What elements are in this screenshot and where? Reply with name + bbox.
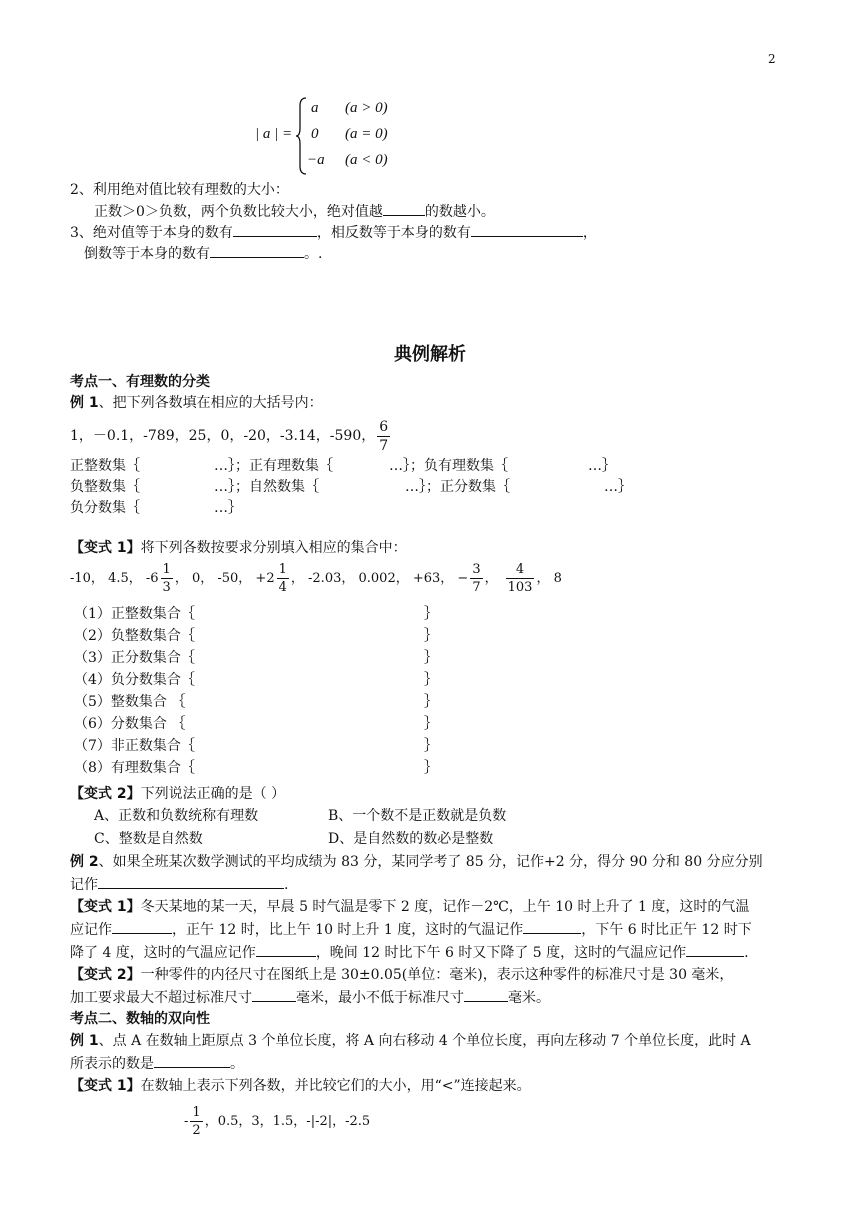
set-label: （6）分数集合 ｛ bbox=[74, 716, 186, 732]
set-close: …｝ bbox=[604, 479, 632, 495]
intro-item-3 bbox=[70, 222, 597, 243]
page-number: 2 bbox=[768, 52, 776, 66]
minus-sign: - bbox=[184, 1114, 189, 1129]
kp1-ex2-var1-text: 冬天某地的某一天，早晨 5 时气温是零下 2 度，记作－2℃，上午 10 时上升了 1 度，这时的气温 bbox=[140, 899, 750, 915]
sets-row-1 bbox=[70, 456, 616, 476]
kp1-ex2-var2-text: 一种零件的内径尺寸在图纸上是 30±0.05(单位：毫米)，表示这种零件的标准尺寸是 30 毫米， bbox=[140, 967, 734, 983]
set-label: （8）有理数集合｛ bbox=[74, 760, 195, 776]
list-item bbox=[74, 648, 474, 670]
abs-row1-cond: (a > 0) bbox=[345, 100, 388, 116]
fraction bbox=[470, 563, 482, 594]
text-segment: 所表示的数是 bbox=[70, 1056, 154, 1072]
fraction bbox=[190, 1106, 202, 1137]
set-close: ｝ bbox=[424, 606, 438, 622]
fraction bbox=[277, 563, 289, 594]
list-item bbox=[74, 758, 474, 780]
intro-item-2-detail bbox=[94, 201, 495, 222]
kp2-ex1-line2 bbox=[70, 1053, 244, 1074]
intro-item-3-b: ，相反数等于本身的数有 bbox=[316, 225, 471, 241]
option-b[interactable]: B、一个数不是正数就是负数 bbox=[328, 808, 507, 824]
kp1-var1-text: 将下列各数按要求分别填入相应的集合中： bbox=[140, 540, 407, 556]
answer-blank[interactable] bbox=[154, 1053, 230, 1068]
fraction-numerator: 1 bbox=[278, 562, 287, 577]
sets-row-3 bbox=[70, 498, 242, 518]
var1-nums-b: ， 0， -50， +2 bbox=[174, 571, 275, 586]
list-item bbox=[74, 604, 474, 626]
fraction bbox=[161, 563, 173, 594]
answer-blank[interactable] bbox=[471, 222, 583, 237]
set-label: （5）整数集合 ｛ bbox=[74, 694, 186, 710]
set-label: （4）负分数集合｛ bbox=[74, 672, 195, 688]
kp1-ex2-var1-line1 bbox=[70, 897, 749, 917]
set-negative-fractions: 负分数集｛ bbox=[70, 500, 140, 516]
set-label: （3）正分数集合｛ bbox=[74, 650, 195, 666]
text-segment: 加工要求最大不超过标准尺寸 bbox=[70, 990, 252, 1006]
kp1-var2-label: 【变式 2】 bbox=[70, 786, 141, 802]
answer-blank[interactable] bbox=[686, 942, 744, 957]
kp2-ex1-text: 、点 A 在数轴上距原点 3 个单位长度，将 A 向右移动 4 个单位长度，再向左移动 7 个单位长度，此时 A bbox=[98, 1033, 751, 1049]
text-segment: ，晚间 12 时比下午 6 时又下降了 5 度，这时的气温应记作 bbox=[315, 945, 687, 961]
answer-blank[interactable] bbox=[464, 987, 508, 1002]
option-a[interactable]: A、正数和负数统称有理数 bbox=[94, 808, 259, 824]
fraction bbox=[506, 563, 535, 594]
set-negative-integers: 负整数集｛ bbox=[70, 479, 140, 495]
text-segment: 降了 4 度，这时的气温应记作 bbox=[70, 945, 256, 961]
intro-item-3-line2-a: 倒数等于本身的数有 bbox=[84, 246, 210, 262]
fraction-numerator: 1 bbox=[162, 562, 171, 577]
set-label: （2）负整数集合｛ bbox=[74, 628, 195, 644]
set-label: （1）正整数集合｛ bbox=[74, 606, 195, 622]
set-close: ｝ bbox=[424, 628, 438, 644]
text-segment: 应记作 bbox=[70, 922, 112, 938]
set-close: …｝ bbox=[588, 458, 616, 474]
var1-set-list bbox=[74, 604, 474, 780]
kp1-ex1-text: 、把下列各数填在相应的大括号内： bbox=[98, 395, 323, 411]
fraction-denominator: 3 bbox=[162, 580, 171, 595]
kp1-ex1-numbers bbox=[70, 414, 392, 458]
set-natural-numbers: …｝；自然数集｛ bbox=[214, 479, 319, 495]
kp2-ex1-label: 例 1 bbox=[70, 1033, 99, 1049]
intro-item-2-detail-a: 正数＞0＞负数，两个负数比较大小，绝对值越 bbox=[94, 204, 383, 220]
set-positive-integers: 正整数集｛ bbox=[70, 458, 140, 474]
kp1-ex2-line2-b: . bbox=[284, 877, 289, 893]
fraction-denominator: 7 bbox=[472, 580, 481, 595]
intro-item-3-line2 bbox=[84, 243, 322, 264]
kp1-ex2-var2-line1 bbox=[70, 965, 733, 985]
set-close: ｝ bbox=[424, 672, 438, 688]
kp1-ex2-var1-line2 bbox=[70, 919, 752, 940]
fraction-denominator: 4 bbox=[278, 580, 287, 595]
answer-blank[interactable] bbox=[252, 987, 296, 1002]
list-item bbox=[74, 670, 474, 692]
fraction-denominator: 7 bbox=[379, 437, 389, 454]
option-d[interactable]: D、是自然数的数必是整数 bbox=[328, 831, 494, 847]
kp1-ex2-text: 、如果全班某次数学测试的平均成绩为 83 分，某同学考了 85 分，记作+2 分，得分 90 分和 80 分应分别 bbox=[98, 854, 763, 870]
abs-row3-cond: (a < 0) bbox=[345, 152, 388, 168]
set-close: ｝ bbox=[424, 694, 438, 710]
kp1-ex1-number-list: 1，－0.1，-789，25，0，-20，-3.14，-590， bbox=[70, 428, 376, 444]
set-positive-fractions: …｝；正分数集｛ bbox=[405, 479, 510, 495]
kp1-ex2-var2-line2 bbox=[70, 987, 550, 1008]
set-label: （7）非正数集合｛ bbox=[74, 738, 195, 754]
set-close: ｝ bbox=[424, 716, 438, 732]
fraction-denominator: 2 bbox=[192, 1123, 201, 1138]
answer-blank[interactable] bbox=[233, 222, 317, 237]
kp1-var1 bbox=[70, 538, 407, 558]
kp1-ex1 bbox=[70, 393, 323, 413]
kp1-ex2-line1 bbox=[70, 852, 763, 872]
fraction bbox=[377, 420, 390, 453]
kp1-ex2-var1-line3 bbox=[70, 942, 749, 963]
abs-row2-expr: 0 bbox=[311, 126, 319, 142]
text-segment: 毫米，最小不低于标准尺寸 bbox=[296, 990, 464, 1006]
section-title: 典例解析 bbox=[394, 344, 466, 365]
kp1-ex2-line2-a: 记作 bbox=[70, 877, 98, 893]
abs-lhs: | a | = bbox=[255, 126, 293, 142]
text-segment: 。 bbox=[230, 1056, 244, 1072]
set-close: ｝ bbox=[424, 650, 438, 666]
kp1-ex2-var2-label: 【变式 2】 bbox=[70, 967, 141, 983]
text-segment: . bbox=[744, 945, 749, 961]
intro-item-3-line2-b: 。. bbox=[304, 246, 323, 262]
intro-item-2: 2、利用绝对值比较有理数的大小： bbox=[70, 182, 289, 198]
var1-nums-d: ， bbox=[484, 571, 498, 586]
fraction-denominator: 103 bbox=[507, 580, 533, 595]
option-c[interactable]: C、整数是自然数 bbox=[94, 831, 203, 847]
list-item bbox=[74, 626, 474, 648]
kp2-var1-label: 【变式 1】 bbox=[70, 1078, 141, 1094]
fraction-numerator: 4 bbox=[506, 563, 535, 579]
left-brace-icon bbox=[295, 96, 307, 176]
text-segment: 毫米。 bbox=[508, 990, 550, 1006]
set-positive-rationals: …｝；正有理数集｛ bbox=[214, 458, 333, 474]
list-item bbox=[74, 714, 474, 736]
list-item bbox=[74, 736, 474, 758]
list-item bbox=[74, 692, 474, 714]
abs-row2-cond: (a = 0) bbox=[345, 126, 388, 142]
kp1-var2-text: 下列说法正确的是（ ） bbox=[140, 786, 286, 802]
fraction-numerator: 3 bbox=[472, 562, 481, 577]
set-close: ｝ bbox=[424, 760, 438, 776]
abs-row3-expr: −a bbox=[307, 152, 325, 168]
intro-item-3-a: 3、绝对值等于本身的数有 bbox=[70, 225, 233, 241]
kp1-ex2-label: 例 2 bbox=[70, 854, 99, 870]
answer-blank[interactable] bbox=[383, 201, 425, 216]
set-negative-rationals: …｝；负有理数集｛ bbox=[389, 458, 508, 474]
var1-nums-a: -10， 4.5， -6 bbox=[70, 571, 159, 586]
kp1-ex2-var1-label: 【变式 1】 bbox=[70, 899, 141, 915]
text-segment: ，正午 12 时，比上午 10 时上升 1 度，这时的气温记作 bbox=[172, 922, 524, 938]
var1-nums-c: ， -2.03， 0.002， +63， − bbox=[290, 571, 469, 586]
intro-item-2-detail-b: 的数越小。 bbox=[424, 204, 495, 220]
kp2-var1-numbers bbox=[184, 1100, 370, 1144]
kp1-heading: 考点一、有理数的分类 bbox=[70, 374, 210, 390]
fraction-numerator: 6 bbox=[379, 418, 389, 435]
answer-blank[interactable] bbox=[112, 919, 172, 934]
text-segment: ，下午 6 时比正午 12 时下 bbox=[581, 922, 752, 938]
abs-value-definition bbox=[255, 96, 425, 176]
answer-blank[interactable] bbox=[523, 919, 581, 934]
kp2-var1-text: 在数轴上表示下列各数，并比较它们的大小，用“<”连接起来。 bbox=[140, 1078, 531, 1094]
answer-blank[interactable] bbox=[210, 243, 304, 258]
set-close: ｝ bbox=[424, 738, 438, 754]
var1-nums-e: ， 8 bbox=[536, 571, 562, 586]
intro-item-3-c: ， bbox=[582, 225, 597, 241]
kp2-var1 bbox=[70, 1076, 531, 1096]
abs-row1-expr: a bbox=[311, 100, 319, 116]
kp1-ex1-label: 例 1 bbox=[70, 395, 99, 411]
kp2-heading: 考点二、数轴的双向性 bbox=[70, 1011, 210, 1027]
answer-blank[interactable] bbox=[98, 874, 284, 889]
sets-row-2 bbox=[70, 477, 632, 497]
kp1-ex2-line2 bbox=[70, 874, 288, 895]
kp2-ex1-line1 bbox=[70, 1031, 751, 1051]
fraction-numerator: 1 bbox=[192, 1105, 201, 1120]
kp1-var1-numbers bbox=[70, 556, 562, 602]
kp1-var2 bbox=[70, 784, 285, 804]
kp2-var1-number-list: ，0.5，3，1.5，-|-2|，-2.5 bbox=[204, 1114, 371, 1129]
set-close: …｝ bbox=[214, 500, 242, 516]
answer-blank[interactable] bbox=[256, 942, 316, 957]
kp1-var1-label: 【变式 1】 bbox=[70, 540, 141, 556]
